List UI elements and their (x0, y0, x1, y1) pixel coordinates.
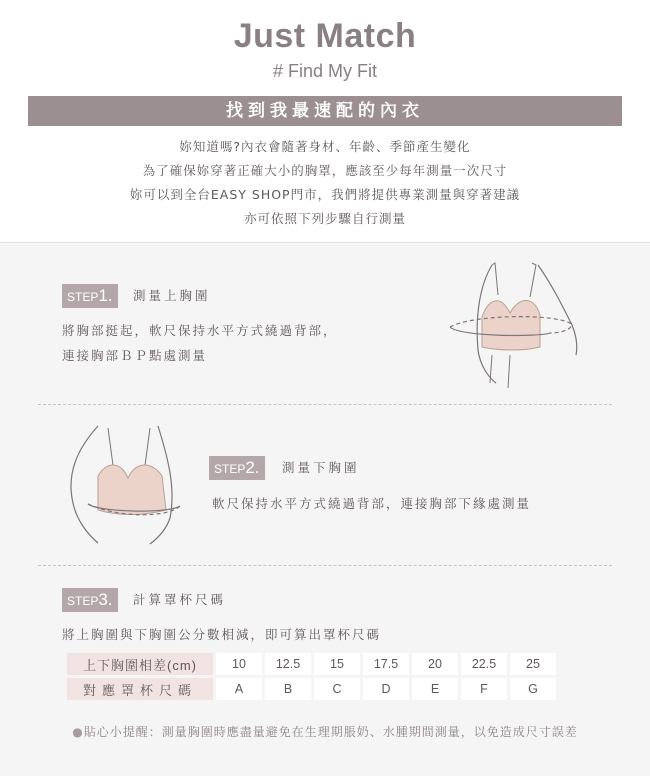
bra-upper-chest-illustration (440, 255, 590, 390)
intro-line: 亦可依照下列步驟自行測量 (243, 211, 406, 226)
step2-description (212, 491, 531, 516)
cup-size-header: 對應罩杯尺碼 (67, 678, 213, 700)
step2-tag (209, 456, 265, 480)
headline-banner: 找到我最速配的內衣 (28, 96, 622, 126)
step3-description (62, 622, 381, 647)
table-cell: 15 (314, 653, 360, 675)
table-cell: C (314, 678, 360, 700)
step3-title: 計算罩杯尺碼 (133, 592, 227, 607)
step3-line: 將上胸圍與下胸圍公分數相減，即可算出罩杯尺碼 (62, 627, 382, 642)
table-cell: E (412, 678, 458, 700)
table-cell: B (265, 678, 311, 700)
table-cell: 12.5 (265, 653, 311, 675)
step1-tag (62, 284, 118, 308)
step-divider (38, 565, 612, 566)
step-divider (38, 404, 612, 405)
table-cell: 22.5 (461, 653, 507, 675)
page-subtitle: # Find My Fit (272, 61, 378, 81)
step1-line: 將胸部挺起，軟尺保持水平方式繞過背部， (62, 323, 338, 338)
bra-under-chest-illustration (58, 418, 208, 548)
step3-tag (62, 588, 118, 612)
step1-description (62, 318, 338, 368)
step2-number: 2. (245, 458, 260, 477)
table-cell: 17.5 (363, 653, 409, 675)
step1-title: 測量上胸圍 (133, 288, 211, 303)
step2-title: 測量下胸圍 (282, 460, 360, 475)
intro-text (0, 135, 650, 231)
footer-text: 貼心小提醒：測量胸圍時應盡量避免在生理期脹奶、水腫期間測量，以免造成尺寸誤差 (83, 725, 578, 739)
step2-line: 軟尺保持水平方式繞過背部，連接胸部下緣處測量 (212, 496, 532, 511)
section-divider (0, 242, 650, 243)
intro-line: 妳可以到全台EASY SHOP門市，我們將提供專業測量與穿著建議 (129, 187, 521, 202)
table-cell: F (461, 678, 507, 700)
table-row (67, 653, 556, 675)
table-cell: 25 (510, 653, 556, 675)
intro-line: 妳知道嗎?內衣會隨著身材、年齡、季節產生變化 (179, 139, 471, 154)
step2-tag-label: STEP (214, 462, 246, 476)
table-cell: A (216, 678, 262, 700)
table-cell: 10 (216, 653, 262, 675)
table-cell: G (510, 678, 556, 700)
table-cell: D (363, 678, 409, 700)
cup-size-table (64, 650, 559, 703)
step1-line: 連接胸部ＢＰ點處測量 (62, 348, 208, 363)
page-title: Just Match (233, 17, 417, 55)
footer-note (0, 722, 650, 742)
bust-difference-header: 上下胸圍相差(cm) (67, 653, 213, 675)
step1-number: 1. (98, 286, 113, 305)
step3-tag-label: STEP (67, 594, 99, 608)
step1-tag-label: STEP (67, 290, 99, 304)
intro-line: 為了確保妳穿著正確大小的胸罩，應該至少每年測量一次尺寸 (142, 163, 508, 178)
table-cell: 20 (412, 653, 458, 675)
step3-number: 3. (98, 590, 113, 609)
bullet-icon: ● (72, 725, 84, 739)
table-row (67, 678, 556, 700)
